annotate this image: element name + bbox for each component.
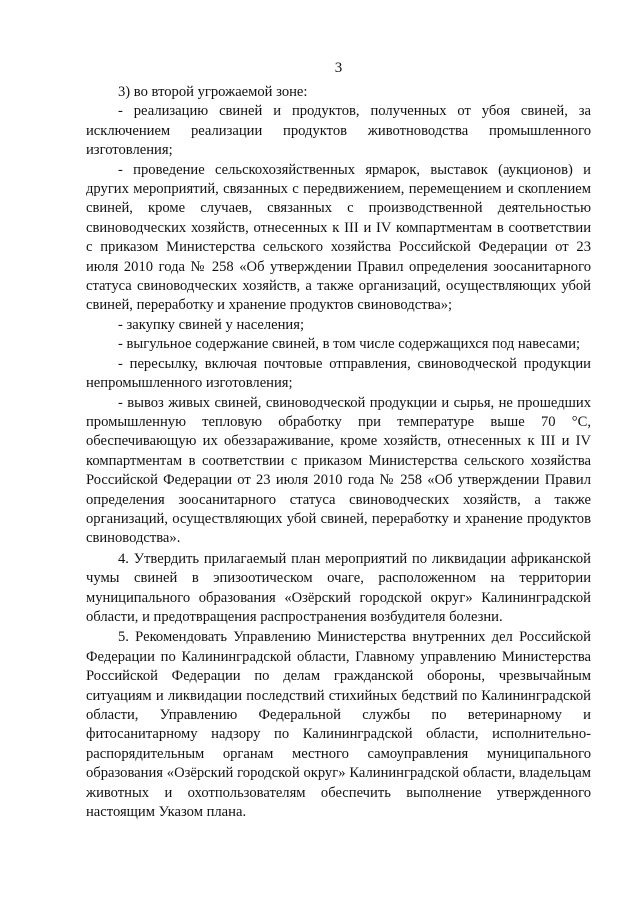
page-number: 3 — [334, 60, 343, 76]
paragraph-ban-purchase: - закупку свиней у населения; — [118, 316, 305, 333]
paragraph-ban-mailing: - пересылку, включая почтовые отправления, свиноводческой продукции непромышленного изготовления; — [86, 355, 591, 392]
document-page — [86, 58, 591, 822]
paragraph-item-5: 5. Рекомендовать Управлению Министерства внутренних дел Российской Федерации по Калининградской области, Главному управлению Министерства Российской Федерации по делам гражданской обороны, чрезвычайным ситуациям и ликвидации последствий стихийных бедствий по Калининградской области, Управлению Федеральной службы по ветеринарному и фитосанитарному надзору по Калининградской области, исполнительно-распорядительным органам местного самоуправления муниципального образования «Озёрский городской округ» Калининградской области, владельцам животных и охотпользователям обеспечить выполнение утвержденного настоящим Указом плана. — [86, 629, 591, 821]
paragraph-ban-sale-pigs: - реализацию свиней и продуктов, полученных от убоя свиней, за исключением реализации продуктов животноводства промышленного изготовления; — [86, 103, 591, 159]
paragraph-ban-free-range: - выгульное содержание свиней, в том числе содержащихся под навесами; — [118, 336, 581, 353]
paragraph-ban-fairs: - проведение сельскохозяйственных ярмарок, выставок (аукционов) и других мероприятий, связанных с передвижением, перемещением и скоплением свиней, кроме случаев, связанных с производственной деятельностью свиноводческих хозяйств, отнесенных к III и IV компартментам в соответствии с приказом Министерства сельского хозяйства Российской Федерации от 23 июля 2010 года № 258 «Об утверждении Правил определения зоосанитарного статуса свиноводческих хозяйств, а также организаций, осуществляющих убой свиней, переработку и хранение продуктов свиноводства»; — [86, 161, 591, 314]
paragraph-ban-export: - вывоз живых свиней, свиноводческой продукции и сырья, не прошедших промышленную тепловую обработку при температуре выше 70 °С, обеспечивающую их обеззараживание, кроме хозяйств, отнесенных к III и IV компартментам в соответствии с приказом Министерства сельского хозяйства Российской Федерации от 23 июля 2010 года № 258 «Об утверждении Правил определения зоосанитарного статуса свиноводческих хозяйств, а также организаций, осуществляющих убой свиней, переработку и хранение продуктов свиноводства». — [86, 394, 591, 547]
paragraph-item-4: 4. Утвердить прилагаемый план мероприятий по ликвидации африканской чумы свиней в эпизоотическом очаге, расположенном на территории муниципального образования «Озёрский городской округ» Калининградской области, и предотвращения распространения возбудителя болезни. — [86, 550, 591, 625]
paragraph-zone-two-heading: 3) во второй угрожаемой зоне: — [118, 84, 308, 100]
